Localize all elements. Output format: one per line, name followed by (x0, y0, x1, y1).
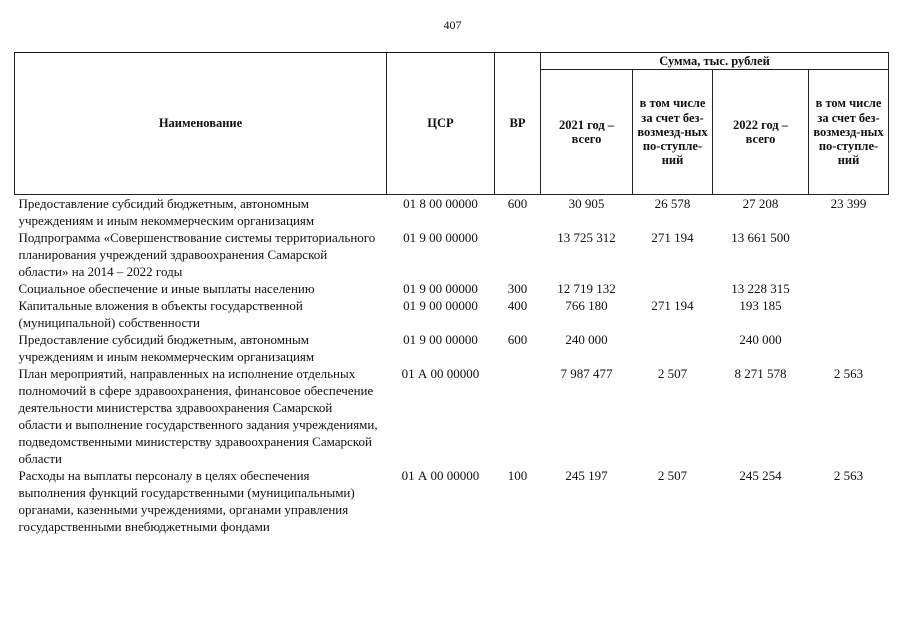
row-bezvozmezd-2022 (809, 331, 889, 365)
row-bezvozmezd-2022: 2 563 (833, 366, 864, 381)
table-header (15, 53, 889, 195)
row-total-2022: 27 208 (713, 195, 809, 230)
row-vr (495, 365, 541, 467)
row-bezvozmezd-2021: 271 194 (651, 298, 694, 313)
budget-table (14, 52, 889, 535)
row-bezvozmezd-2021: 271 194 (651, 230, 694, 245)
row-csr: 01 8 00 00000 (387, 195, 495, 230)
header-year-2022: 2022 год – всего (713, 70, 809, 195)
header-bezvozmezd-2021: в том числе за счет без-возмезд-ных по-ступле-ний (633, 70, 713, 195)
row-total-2022: 8 271 578 (734, 366, 787, 381)
row-total-2021: 7 987 477 (560, 366, 613, 381)
table-row (15, 331, 889, 365)
row-csr: 01 А 00 00000 (401, 366, 480, 381)
row-total-2022: 13 661 500 (731, 230, 790, 245)
row-vr: 100 (507, 468, 528, 483)
table-row (15, 297, 889, 331)
header-vr: ВР (495, 53, 541, 195)
table-row (15, 229, 889, 280)
row-bezvozmezd-2021: 26 578 (633, 195, 713, 230)
row-vr: 600 (507, 332, 528, 347)
header-csr: ЦСР (387, 53, 495, 195)
row-total-2022: 245 254 (739, 468, 782, 483)
row-name: Подпрограмма «Совершенствование системы территориального планирования учреждений здравоохранения Самарской области» на 2014 – 2022 годы (18, 230, 376, 279)
row-vr (495, 229, 541, 280)
row-name: План мероприятий, направленных на исполнение отдельных полномочий в сфере здравоохранения, финансовое обеспечение деятельности министерства здравоохранения Самарской области и выполнение государственного задания учреждениями, подведомственными министерству здравоохранения Самарской области (18, 366, 378, 466)
page-number: 407 (443, 18, 462, 32)
row-total-2022: 240 000 (739, 332, 782, 347)
table-row (15, 467, 889, 535)
row-total-2022: 193 185 (739, 298, 782, 313)
row-name: Социальное обеспечение и иные выплаты населению (18, 281, 315, 296)
row-bezvozmezd-2021 (633, 280, 713, 297)
row-total-2021: 240 000 (565, 332, 608, 347)
row-name: Предоставление субсидий бюджетным, автономным учреждениям и иным некоммерческим организациям (15, 195, 387, 230)
row-bezvozmezd-2022 (809, 280, 889, 297)
row-bezvozmezd-2021: 2 507 (657, 366, 688, 381)
table-body (15, 195, 889, 536)
row-vr: 400 (507, 298, 528, 313)
row-vr: 600 (495, 195, 541, 230)
row-bezvozmezd-2022: 2 563 (833, 468, 864, 483)
row-total-2021: 12 719 132 (557, 281, 616, 296)
row-name: Предоставление субсидий бюджетным, автономным учреждениям и иным некоммерческим организациям (18, 332, 315, 364)
table-row (15, 365, 889, 467)
row-csr: 01 9 00 00000 (403, 298, 478, 313)
header-name: Наименование (15, 53, 387, 195)
row-csr: 01 9 00 00000 (403, 281, 478, 296)
row-name: Капитальные вложения в объекты государственной (муниципальной) собственности (18, 298, 303, 330)
row-bezvozmezd-2022 (809, 229, 889, 280)
header-year-2021: 2021 год – всего (541, 70, 633, 195)
header-sum-group: Сумма, тыс. рублей (541, 53, 889, 70)
row-csr: 01 9 00 00000 (403, 332, 478, 347)
row-csr: 01 9 00 00000 (403, 230, 478, 245)
row-bezvozmezd-2021 (633, 331, 713, 365)
table-row (15, 280, 889, 297)
row-total-2021: 30 905 (541, 195, 633, 230)
row-vr: 300 (507, 281, 528, 296)
row-total-2021: 766 180 (565, 298, 608, 313)
row-csr: 01 А 00 00000 (401, 468, 480, 483)
row-bezvozmezd-2022: 23 399 (809, 195, 889, 230)
row-name: Расходы на выплаты персоналу в целях обеспечения выполнения функций государственными (муниципальными) органами, казенными учреждениями, органами управления государственными внебюджетными фондами (18, 468, 355, 534)
row-total-2022: 13 228 315 (731, 281, 790, 296)
table-row (15, 195, 889, 230)
row-total-2021: 13 725 312 (557, 230, 616, 245)
row-bezvozmezd-2021: 2 507 (657, 468, 688, 483)
row-bezvozmezd-2022 (809, 297, 889, 331)
row-total-2021: 245 197 (565, 468, 608, 483)
header-bezvozmezd-2022: в том числе за счет без-возмезд-ных по-ступле-ний (809, 70, 889, 195)
